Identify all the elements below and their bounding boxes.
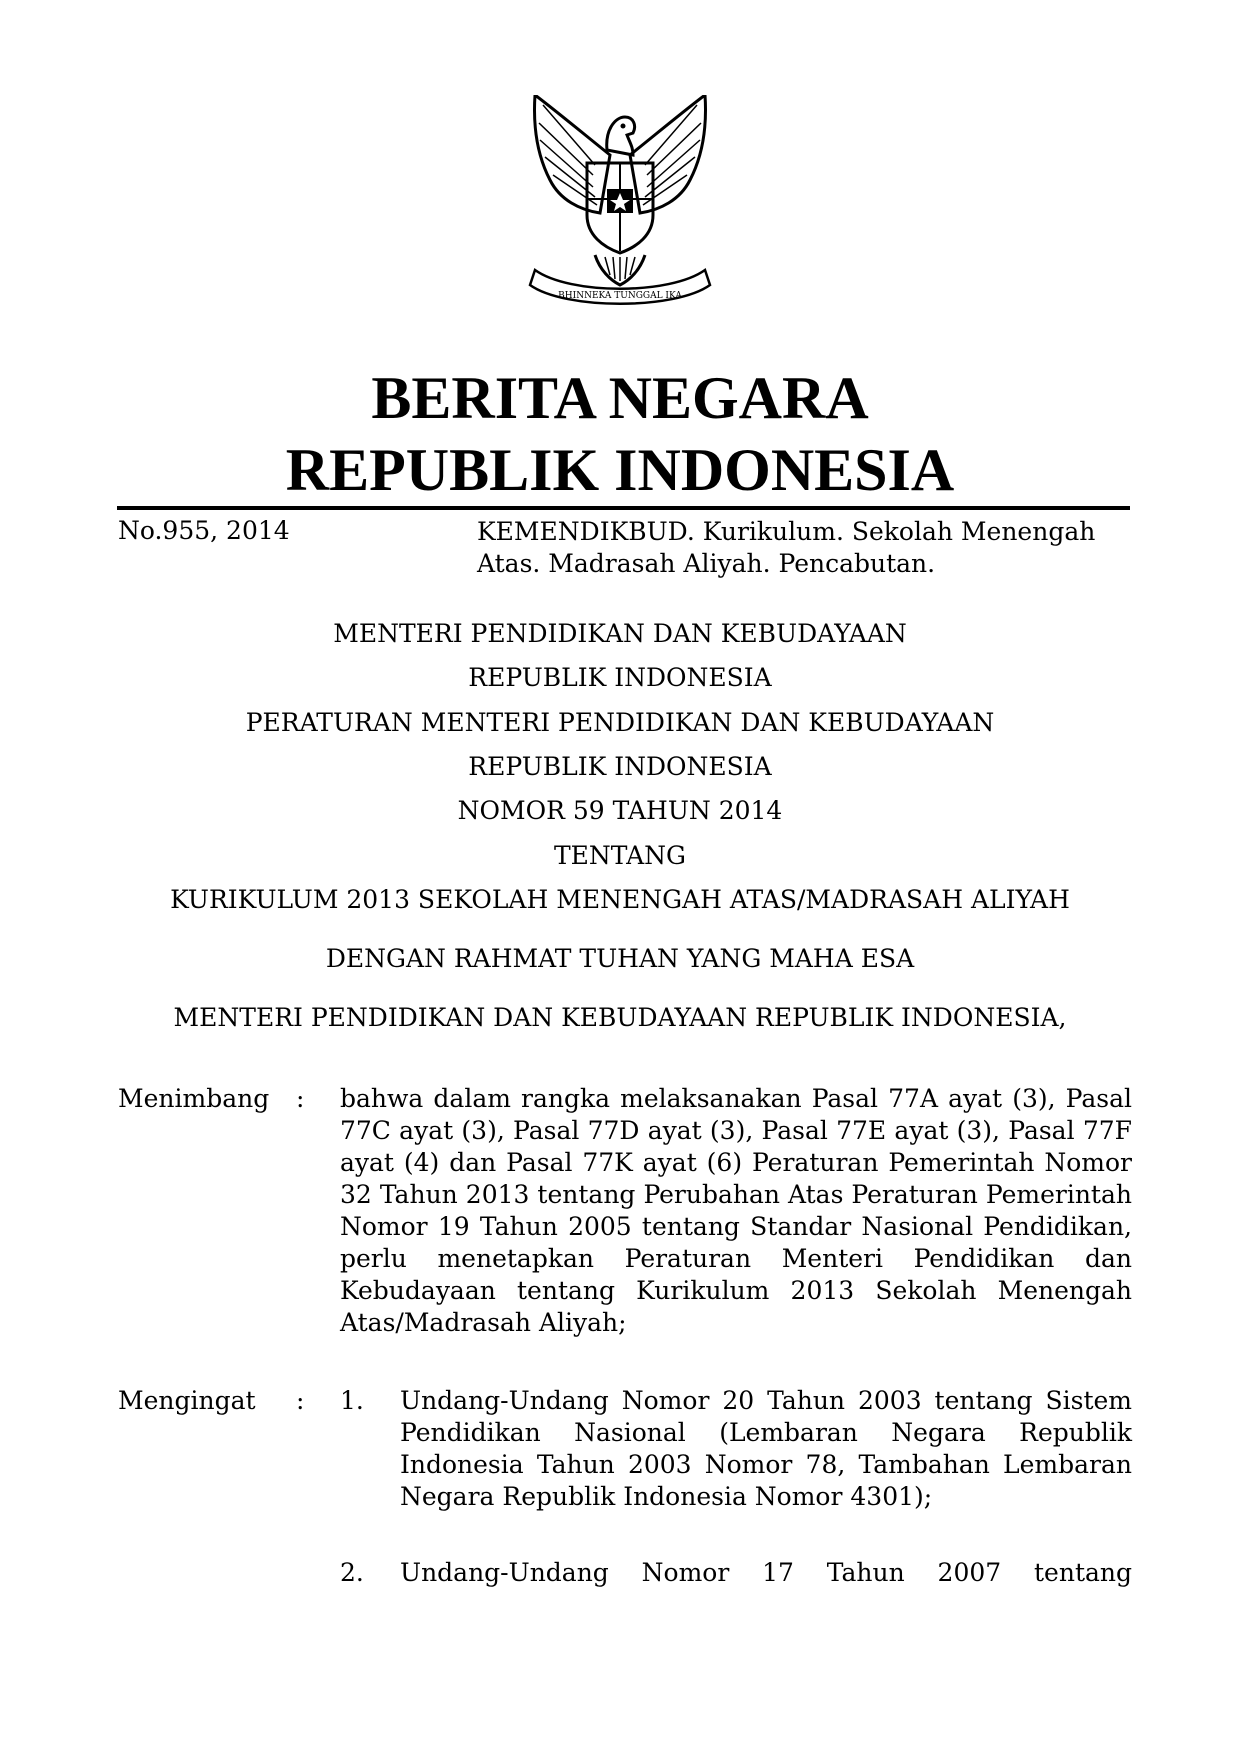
- minister-line: MENTERI PENDIDIKAN DAN KEBUDAYAAN REPUBLIK INDONESIA,: [173, 1003, 1067, 1032]
- regulation-subject: KURIKULUM 2013 SEKOLAH MENENGAH ATAS/MADRASAH ALIYAH: [170, 885, 1070, 914]
- mengingat-item-number: 1.: [340, 1386, 364, 1415]
- header-divider: [117, 506, 1130, 510]
- heading-line: MENTERI PENDIDIKAN DAN KEBUDAYAAN: [333, 619, 907, 648]
- menimbang-colon: :: [296, 1084, 305, 1113]
- gazette-number: No.955, 2014: [118, 516, 290, 545]
- garuda-pancasila-emblem-icon: [515, 95, 725, 310]
- emblem-motto: BHINNEKA TUNGGAL IKA: [558, 291, 682, 301]
- heading-line: PERATURAN MENTERI PENDIDIKAN DAN KEBUDAYAAN: [245, 708, 995, 737]
- mengingat-item-text: Undang-Undang Nomor 20 Tahun 2003 tentang Sistem Pendidikan Nasional (Lembaran Negara Republik Indonesia Tahun 2003 Nomor 78, Tambahan Lembaran Negara Republik Indonesia Nomor 4301);: [400, 1386, 1132, 1511]
- mengingat-colon: :: [296, 1386, 305, 1415]
- heading-line: REPUBLIK INDONESIA: [468, 663, 772, 692]
- gazette-category: KEMENDIKBUD. Kurikulum. Sekolah Menengah Atas. Madrasah Aliyah. Pencabutan.: [477, 517, 1096, 578]
- mengingat-label: Mengingat: [118, 1386, 256, 1415]
- masthead-title: BERITA NEGARA: [371, 365, 869, 431]
- menimbang-text: bahwa dalam rangka melaksanakan Pasal 77A ayat (3), Pasal 77C ayat (3), Pasal 77D ayat (3), Pasal 77E ayat (3), Pasal 77F ayat (4) dan Pasal 77K ayat (6) Peraturan Pemerintah Nomor 32 Tahun 2013 tentang Perubahan Atas Peraturan Pemerintah Nomor 19 Tahun 2005 tentang Standar Nasional Pendidikan, perlu menetapkan Peraturan Menteri Pendidikan dan Kebudayaan tentang Kurikulum 2013 Sekolah Menengah Atas/Madrasah Aliyah;: [340, 1084, 1132, 1337]
- heading-line: REPUBLIK INDONESIA: [468, 752, 772, 781]
- menimbang-label: Menimbang: [118, 1084, 270, 1113]
- invocation: DENGAN RAHMAT TUHAN YANG MAHA ESA: [325, 944, 915, 973]
- heading-line: TENTANG: [553, 841, 686, 870]
- masthead-subtitle: REPUBLIK INDONESIA: [285, 437, 955, 503]
- mengingat-item-text: Undang-Undang Nomor 17 Tahun 2007 tentang: [400, 1558, 1132, 1587]
- mengingat-item-number: 2.: [340, 1558, 364, 1587]
- regulation-number: NOMOR 59 TAHUN 2014: [457, 796, 783, 825]
